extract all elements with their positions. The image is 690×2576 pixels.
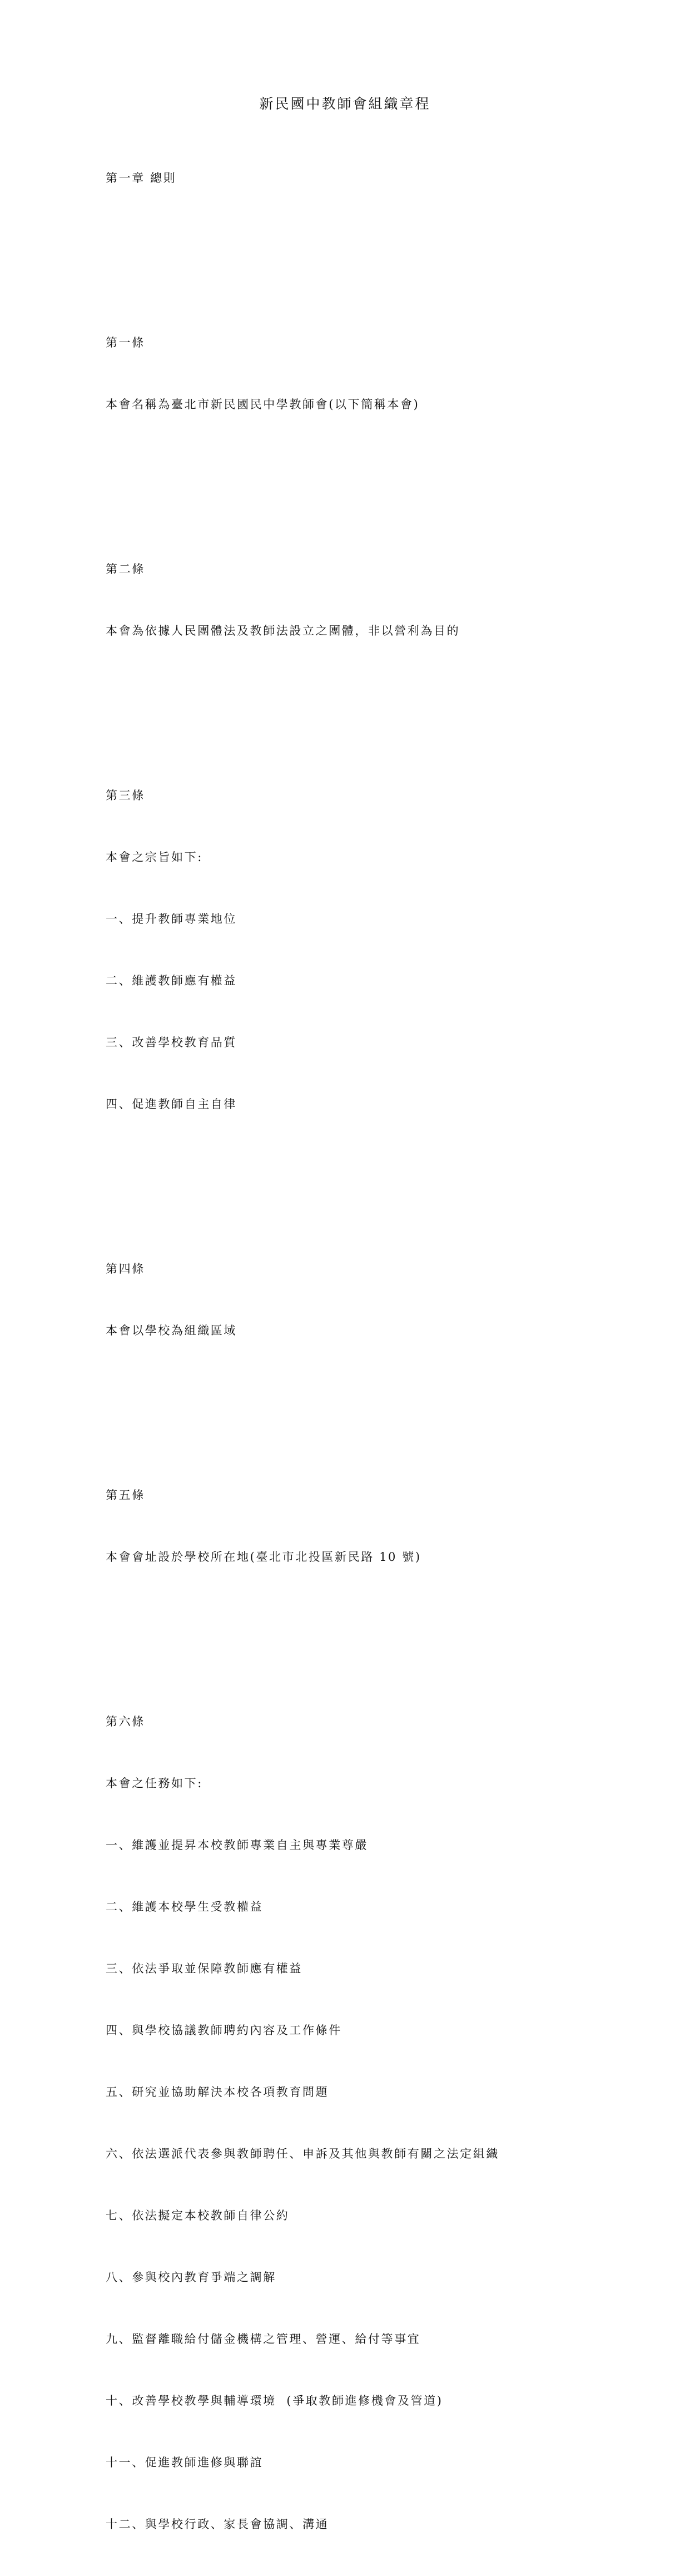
article-text: 本會以學校為組織區域 — [106, 1324, 237, 1337]
spacer — [106, 1382, 662, 1403]
list-item: 七、依法擬定本校教師自律公約 — [106, 2209, 290, 2222]
list-item: 四、與學校協議教師聘約內容及工作條件 — [106, 2024, 342, 2037]
article-text: 本會名稱為臺北市新民國民中學教師會(以下簡稱本會) — [106, 398, 420, 411]
article-text: 本會之宗旨如下: — [106, 851, 203, 864]
article-text: 本會為依據人民團體法及教師法設立之團體，非以營利為目的 — [106, 624, 460, 637]
article-heading: 第三條 — [106, 789, 145, 802]
article-text: 本會會址設於學校所在地(臺北市北投區新民路 10 號) — [106, 1550, 421, 1564]
list-item: 六、依法選派代表參與教師聘任、申訴及其他與教師有關之法定組織 — [106, 2147, 499, 2160]
article-heading: 第四條 — [106, 1262, 145, 1275]
document-title: 新民國中教師會組織章程 — [259, 96, 431, 112]
list-item: 八、參與校內教育爭端之調解 — [106, 2271, 276, 2284]
list-item: 十二、與學校行政、家長會協調、溝通 — [106, 2518, 329, 2531]
list-item: 九、監督離職給付儲金機構之管理、營運、給付等事宜 — [106, 2332, 421, 2346]
list-item: 五、研究並協助解決本校各項教育問題 — [106, 2085, 329, 2099]
list-item: 二、維護本校學生受教權益 — [106, 1900, 264, 1914]
article-heading: 第一條 — [106, 336, 145, 349]
article-heading: 第二條 — [106, 562, 145, 576]
list-item: 一、維護並提昇本校教師專業自主與專業尊嚴 — [106, 1838, 368, 1852]
list-item: 三、依法爭取並保障教師應有權益 — [106, 1962, 302, 1975]
list-item: 四、促進教師自主自律 — [106, 1097, 237, 1111]
spacer — [106, 1156, 662, 1176]
list-item: 三、改善學校教育品質 — [106, 1036, 237, 1049]
spacer — [106, 230, 662, 250]
list-item: 二、維護教師應有權益 — [106, 974, 237, 987]
document-body — [106, 127, 662, 2576]
article-heading: 第六條 — [106, 1715, 145, 1728]
article-text: 本會之任務如下: — [106, 1777, 203, 1790]
list-item: 十一、促進教師進修與聯誼 — [106, 2456, 264, 2469]
list-item: 十、改善學校教學與輔導環境 (爭取教師進修機會及管道) — [106, 2394, 443, 2407]
spacer — [106, 1609, 662, 1629]
article-heading: 第五條 — [106, 1489, 145, 1502]
list-item: 一、提升教師專業地位 — [106, 912, 237, 926]
spacer — [106, 456, 662, 477]
chapter-heading: 第一章 總則 — [106, 171, 177, 185]
spacer — [106, 683, 662, 703]
